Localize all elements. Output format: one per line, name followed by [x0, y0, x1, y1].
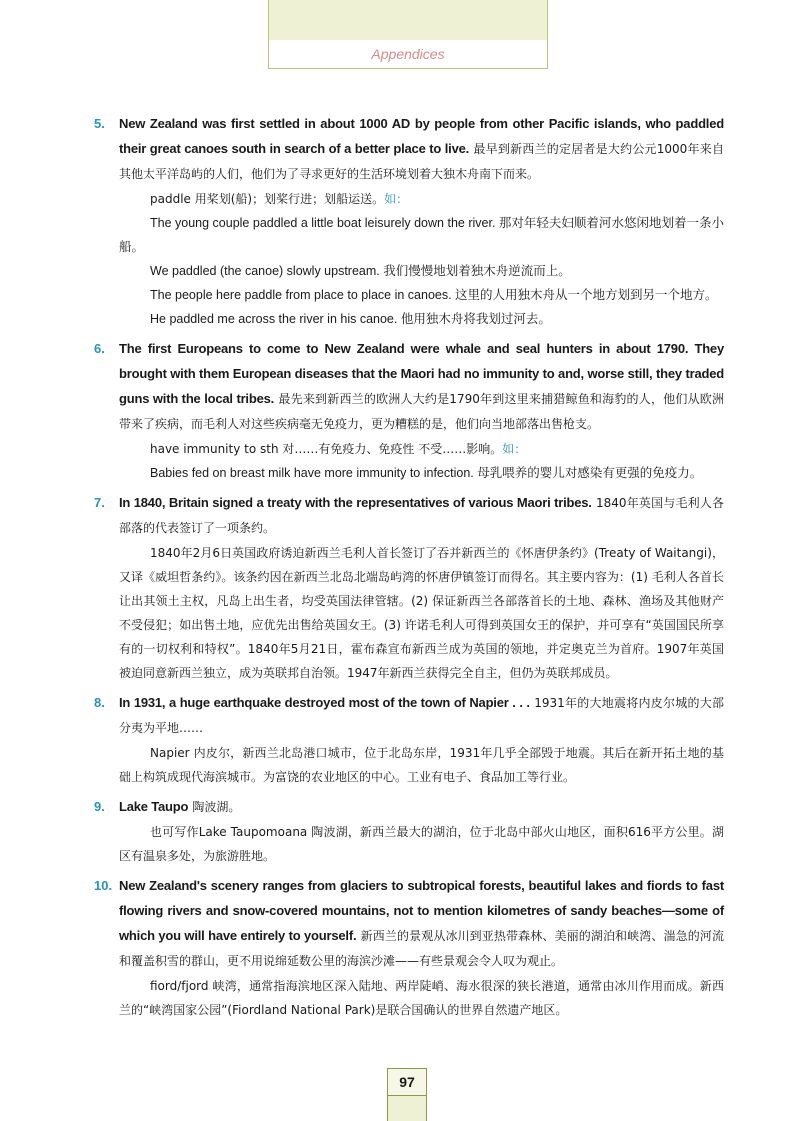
note-number: 7. [94, 495, 105, 510]
note-number: 10. [94, 878, 113, 893]
page-number-stem [387, 1096, 427, 1121]
note-paragraph [119, 437, 724, 461]
note-paragraph [119, 187, 724, 211]
lead-english: In 1840, Britain signed a treaty with the representatives of various Maori tribes. [119, 495, 592, 510]
note-item-6 [94, 337, 724, 485]
note-paragraph: 也可写作Lake Taupomoana 陶波湖，新西兰最大的湖泊，位于北岛中部火山地区，面积616平方公里。湖区有温泉多处，为旅游胜地。 [119, 825, 724, 863]
note-lead [119, 874, 724, 974]
header-band [268, 0, 548, 40]
example-marker: 如： [384, 192, 409, 206]
page-number: 97 [387, 1068, 427, 1096]
note-lead [119, 491, 724, 541]
example-marker: 如： [502, 442, 527, 456]
example-sentence: He paddled me across the river in his canoe. 他用独木舟将我划过河去。 [150, 312, 551, 326]
paragraph-text: paddle 用桨划(船)；划桨行进；划船运送。 [150, 192, 385, 206]
note-item-9 [94, 795, 724, 868]
example-sentence: We paddled (the canoe) slowly upstream. 我们慢慢地划着独木舟逆流而上。 [150, 264, 571, 278]
note-number: 8. [94, 695, 105, 710]
lead-english: In 1931, a huge earthquake destroyed most of the town of Napier . . . [119, 695, 530, 710]
note-lead [119, 337, 724, 437]
note-item-8 [94, 691, 724, 789]
note-paragraph: 1840年2月6日英国政府诱迫新西兰毛利人首长签订了吞并新西兰的《怀唐伊条约》(Treaty of Waitangi)，又译《威坦哲条约》。该条约因在新西兰北岛北端岛屿湾的怀唐伊镇签订而得名。其主要内容为：(1) 毛利人各首长让出其领土主权，凡岛上出生者，均受英国法律管辖。(2) 保证新西兰各部落首长的土地、森林、渔场及其他财产不受侵犯；如出售土地，应优先出售给英国女王。(3) 许诺毛利人可得到英国女王的保护，并可享有“英国国民所享有的一切权利和特权”。1840年5月21日，霍布森宣布新西兰成为英国的领地，并定奥克兰为首府。1907年英国被迫同意新西兰独立，成为英联邦自治领。1947年新西兰获得完全自主，但仍为英联邦成员。 [119, 546, 724, 680]
note-lead [119, 112, 724, 187]
lead-chinese: 最早到新西兰的定居者是大约公元1000年来自其他太平洋岛屿的人们，他们为了寻求更好的生活环境划着大独木舟南下而来。 [119, 142, 724, 181]
example-sentence: The young couple paddled a little boat leisurely down the river. 那对年轻夫妇顺着河水悠闲地划着一条小船。 [119, 216, 724, 254]
lead-chinese: 陶波湖。 [192, 800, 241, 814]
note-item-7 [94, 491, 724, 685]
example-sentence: Babies fed on breast milk have more immunity to infection. 母乳喂养的婴儿对感染有更强的免疫力。 [150, 466, 703, 480]
example-sentence: The people here paddle from place to place in canoes. 这里的人用独木舟从一个地方划到另一个地方。 [150, 288, 718, 302]
paragraph-text: have immunity to sth 对……有免疫力、免疫性 不受……影响。 [150, 442, 503, 456]
lead-chinese: 新西兰的景观从冰川到亚热带森林、美丽的湖泊和峡湾、湍急的河流和覆盖积雪的群山，更不用说绵延数公里的海滨沙滩——有些景观会令人叹为观止。 [119, 929, 724, 968]
note-lead [119, 691, 724, 741]
note-item-5 [94, 112, 724, 331]
lead-english: The first Europeans to come to New Zealand were whale and seal hunters in about 1790. They brought with them European diseases that the Maori had no immunity to and, worse still, they traded guns with the local tribes. [119, 341, 724, 406]
lead-english: New Zealand's scenery ranges from glaciers to subtropical forests, beautiful lakes and fiords to fast flowing rivers and snow-covered mountains, not to mention kilometres of sandy beaches—some of which you will have entirely to yourself. [119, 878, 724, 943]
note-paragraph: fiord/fjord 峡湾，通常指海滨地区深入陆地、两岸陡峭、海水很深的狭长港道，通常由冰川作用而成。新西兰的“峡湾国家公园”(Fiordland National Park)是联合国确认的世界自然遗产地区。 [119, 979, 724, 1017]
lead-chinese: 1931年的大地震将内皮尔城的大部分夷为平地…… [119, 696, 724, 735]
notes-content [94, 112, 724, 1028]
lead-english: New Zealand was first settled in about 1000 AD by people from other Pacific islands, who paddled their great canoes south in search of a better place to live. [119, 116, 724, 156]
note-number: 5. [94, 116, 105, 131]
lead-chinese: 1840年英国与毛利人各部落的代表签订了一项条约。 [119, 496, 724, 535]
note-number: 9. [94, 799, 105, 814]
lead-chinese: 最先来到新西兰的欧洲人大约是1790年到这里来捕猎鲸鱼和海豹的人，他们从欧洲带来了疾病，而毛利人对这些疾病毫无免疫力，更为糟糕的是，他们向当地部落出售枪支。 [119, 392, 724, 431]
note-lead [119, 795, 724, 820]
lead-english: Lake Taupo [119, 799, 189, 814]
section-label: Appendices [268, 40, 548, 69]
note-paragraph: Napier 内皮尔，新西兰北岛港口城市，位于北岛东岸，1931年几乎全部毁于地震。其后在新开拓土地的基础上构筑成现代海滨城市。为富饶的农业地区的中心。工业有电子、食品加工等行业。 [119, 746, 724, 784]
note-number: 6. [94, 341, 105, 356]
note-item-10 [94, 874, 724, 1022]
